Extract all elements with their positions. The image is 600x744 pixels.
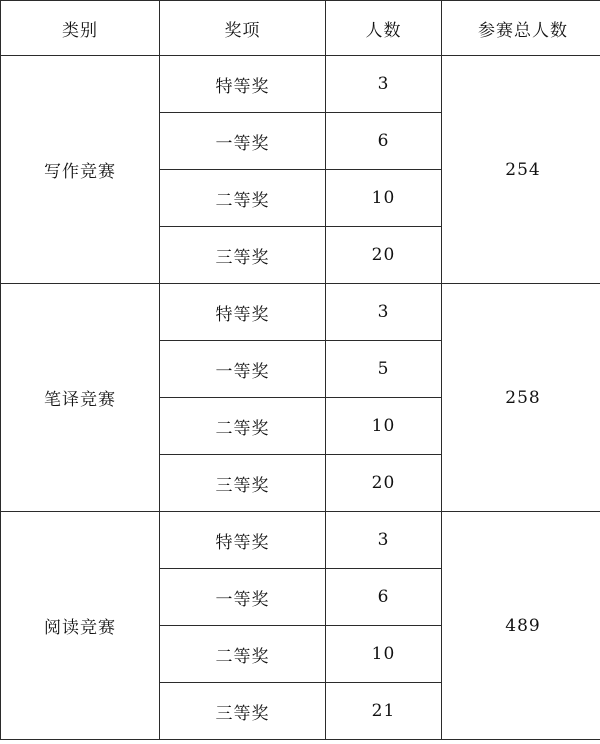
table-header-row xyxy=(1,1,600,56)
count-cell: 10 xyxy=(326,398,442,455)
award-cell: 特等奖 xyxy=(160,284,326,341)
count-cell: 5 xyxy=(326,341,442,398)
column-header-category: 类别 xyxy=(1,1,160,56)
count-cell: 3 xyxy=(326,512,442,569)
total-cell: 254 xyxy=(442,56,600,284)
count-cell: 6 xyxy=(326,113,442,170)
award-cell: 三等奖 xyxy=(160,227,326,284)
count-cell: 3 xyxy=(326,284,442,341)
count-cell: 20 xyxy=(326,455,442,512)
column-header-count: 人数 xyxy=(326,1,442,56)
award-cell: 一等奖 xyxy=(160,341,326,398)
table-row xyxy=(1,512,600,569)
count-cell: 10 xyxy=(326,626,442,683)
count-cell: 21 xyxy=(326,683,442,740)
award-cell: 特等奖 xyxy=(160,512,326,569)
category-cell: 写作竞赛 xyxy=(1,56,160,284)
award-cell: 二等奖 xyxy=(160,626,326,683)
total-cell: 258 xyxy=(442,284,600,512)
count-cell: 10 xyxy=(326,170,442,227)
award-cell: 二等奖 xyxy=(160,170,326,227)
award-cell: 特等奖 xyxy=(160,56,326,113)
column-header-award: 奖项 xyxy=(160,1,326,56)
total-cell: 489 xyxy=(442,512,600,740)
count-cell: 6 xyxy=(326,569,442,626)
table-row xyxy=(1,56,600,113)
award-cell: 三等奖 xyxy=(160,455,326,512)
table-row xyxy=(1,284,600,341)
category-cell: 阅读竞赛 xyxy=(1,512,160,740)
award-cell: 一等奖 xyxy=(160,569,326,626)
category-cell: 笔译竞赛 xyxy=(1,284,160,512)
count-cell: 20 xyxy=(326,227,442,284)
count-cell: 3 xyxy=(326,56,442,113)
award-cell: 二等奖 xyxy=(160,398,326,455)
column-header-total: 参赛总人数 xyxy=(442,1,600,56)
award-cell: 三等奖 xyxy=(160,683,326,740)
award-cell: 一等奖 xyxy=(160,113,326,170)
